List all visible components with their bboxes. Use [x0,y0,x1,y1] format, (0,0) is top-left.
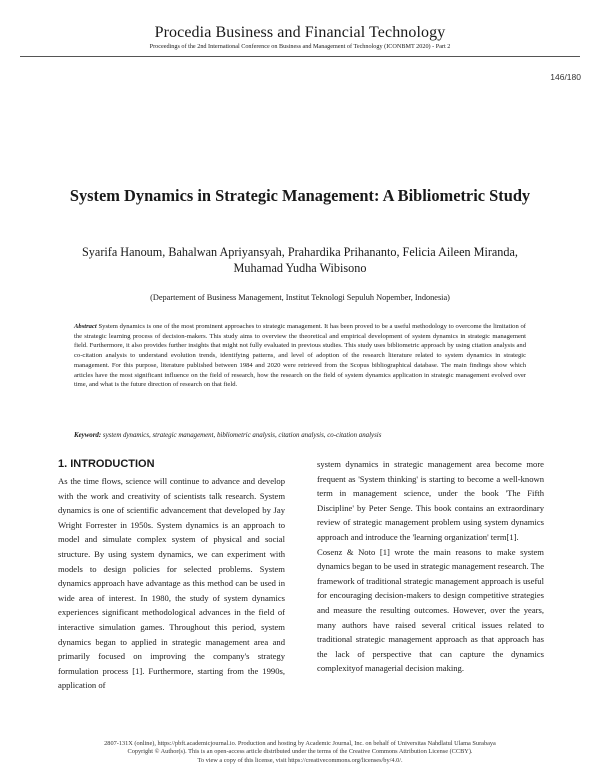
keywords [74,432,526,439]
paper-title: System Dynamics in Strategic Management: A Bibliometric Study [69,186,531,205]
footer-line-license: To view a copy of this license, visit https://creativecommons.org/licenses/by/4.0/. [197,756,403,764]
right-column-paragraph-2: Cosenz & Noto [1] wrote the main reasons to make system dynamics began to be used in strategic management research. The framework of traditional strategic management approach is useful for encouraging decision-makers to design competitive strategies and measure the resulting outcomes. However, over the years, many authors have raised several critical issues related to traditional strategic management approach as that approach has the lack of perspective that can capture the dynamics complexityof managerial decision making. [317,546,545,674]
footer-line-issn: 2807-131X (online), https://pbft.academicjournal.io. Production and hosting by Academic Journal, Inc. on behalf of Universitas Nahdlatul Ulama Surabaya [104,740,496,747]
keywords-label: Keyword: [74,432,102,439]
abstract-text: System dynamics is one of the most prominent approaches to strategic management. It has been proved to be a useful methodology to overcome the limitation of the strategic learning process of decision-makers. This study aims to overview the theoretical and empirical development of system dynamics in strategic management field. Furthermore, it also provides further insights that might not fully evaluated in previous studies. This study uses bibliometric approach by using citation analysis and co-citation analysis to understand evolution trends, identifying patterns, and level of adoption of the research literature related to system dynamics in strategic management. For this purpose, literature published between 1984 and 2020 were retrieved from the Scopus bibliographical database. The main findings show which articles have the most significant influence on the field of research, how the research on the field of system dynamics application in strategic management evolved over time, and what is the future direction of research on that field. [74,323,526,389]
footer-line-copyright: Copyright © Author(s). This is an open-access article distributed under the terms of the Creative Commons Attribution License (CCBY). [127,748,473,756]
journal-title: Procedia Business and Financial Technology [154,24,446,41]
right-column [317,457,544,676]
section-heading: 1. INTRODUCTION [58,458,155,470]
page-footer [0,740,600,765]
abstract-label: Abstract [74,323,97,330]
paper-affiliation: (Departement of Business Management, Institut Teknologi Sepuluh Nopember, Indonesia) [150,293,450,302]
header-divider [20,56,580,57]
paper-authors: Syarifa Hanoum, Bahalwan Apriyansyah, Prahardika Prihananto, Felicia Aileen Miranda, Muhamad Yudha Wibisono [82,245,518,275]
proceedings-line: Proceedings of the 2nd International Conference on Business and Management of Technology (ICONBMT 2020) - Part 2 [149,43,451,50]
abstract [74,322,526,390]
keywords-text: system dynamics, strategic management, bibliometric analysis, citation analysis, co-citation analysis [102,432,382,439]
right-column-paragraph-1: system dynamics in strategic management area become more frequent as 'System thinking' is starting to become a well-known term in management science, under the book 'The Fifth Discipline' by Peter Senge. This book contains an extraordinary review of strategic management problem using system dynamics approach and introduce the 'learning organization' term[1]. [317,459,544,542]
left-column-text: As the time flows, science will continue to advance and develop with the work and creativity of scientists talk research. System dynamics is one of scientific advancement that developed by Jay Wright Forrester in 1950s. System dynamics is an approach to model and simulate complex system of physical and social structure. By using system dynamics, we can experiment with models to design policies for selected problems. System dynamics approach have advantage as this method can be used in wide area of interest. In 1980, the study of system dynamics experiences significant methodological advances in the field of interactive simulation games. Throughout this period, system dynamics began to applied in strategic management area and primarily focused on improving the company's strategy formulation process [1]. Furthermore, starting from the 1990s, application of [58,476,285,691]
page-number: 146/180 [550,72,581,82]
